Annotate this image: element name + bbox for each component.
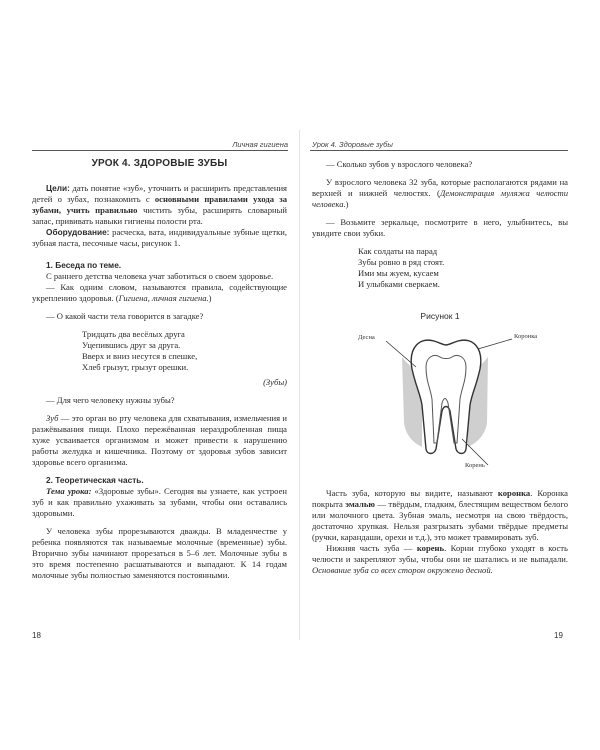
right-body-top <box>312 159 568 290</box>
right-running-head: Урок 4. Здоровые зубы <box>312 140 393 149</box>
goals-paragraph <box>32 183 287 227</box>
adult-text: У взрослого человека 32 зуба, которые располагаются рядами на верхней и нижней челюстях. ( <box>312 177 568 198</box>
goals-text-1: дать понятие «зуб», уточнить и расширить представления детей о зубах, познакомить с <box>32 183 287 204</box>
root-bold: корень <box>416 543 445 553</box>
tooth-definition <box>32 413 287 468</box>
tooth-illustration <box>340 327 560 477</box>
hygiene-text: — Как одним словом, называются правила, содействующие укреплению здоровья. ( <box>32 282 287 303</box>
mirror-paragraph: — Возьмите зеркальце, посмотрите в него, улыбнитесь, вы увидите свои зубки. <box>312 217 568 238</box>
paragraph-early-childhood: С раннего детства человека учат заботиться о своем здоровье. <box>46 271 274 281</box>
root-text-b: . Корни глубоко уходят в кость челюсти и закрепляют зубы, чтобы они не шатались и не выпадали. <box>312 543 568 564</box>
poem-line: Как солдаты на парад <box>358 246 438 256</box>
question-count: — Сколько зубов у взрослого человека? <box>326 159 473 169</box>
right-body-bottom <box>312 488 568 576</box>
paragraph-teeth-twice: У человека зубы прорезываются дважды. В младенчестве у ребенка появляются так называемые молочные (временные) зубы. Вторично зубы начинают прорезаться в 5–6 лет. Молочные зубы в это время постепенно расшатываются и выпадают. К 14 годам молочные зубы полностью заменяются постоянными. <box>32 526 287 580</box>
root-paragraph <box>312 543 568 576</box>
poem-line: Ими мы жуем, кусаем <box>358 268 439 278</box>
section1-heading-text: 1. Беседа по теме. <box>46 260 122 270</box>
right-header-rule <box>310 150 568 151</box>
crown-text-c: — твёрдым, гладким, блестящим веществом белого или молочного цвета. Зубная эмаль, несмотря на свою твёрдость, достаточно хрупкая. Нельзя разгрызать зубами твёрдые предметы (ручки, карандаши, орехи и т.д.), это может травмировать зуб. <box>312 499 568 542</box>
label-crown: Коронка <box>514 333 538 340</box>
left-body <box>32 158 287 581</box>
tooth-definition-text: — это орган во рту человека для схватывания, измельчения и разжёвывания пищи. Плохо пережёванная нераздробленная пища хуже усваивается организмом и может привести к нарушению работы желудка и кишечника. Поэтому от здоровья зубов зависит здоровье всего организма. <box>32 413 287 467</box>
goals-text-2: чистить зубы, расширять словарный запас, прививать навыки гигиены полости рта. <box>32 205 287 226</box>
parade-poem <box>358 246 568 290</box>
riddle-line: Вверх и вниз несутся в спешке, <box>82 351 198 361</box>
equipment-paragraph <box>32 227 287 249</box>
equipment-text: расческа, вата, индивидуальные зубные щетки, зубная паста, песочные часы, рисунок 1. <box>32 227 287 248</box>
riddle-line: Уцепившись друг за друга. <box>82 340 181 350</box>
adult-italic: Демонстрация муляжа челюсти человека. <box>312 188 568 209</box>
poem-line: И улыбками сверкаем. <box>358 279 440 289</box>
equipment-label: Оборудование: <box>46 227 110 237</box>
section2-heading <box>32 475 287 486</box>
topic-text: «Здоровые зубы». Сегодня вы узнаете, как устроен зуб и как правильно ухаживать за зубами, чтобы они оставались здоровыми. <box>32 486 287 518</box>
section2-heading-text: 2. Теоретическая часть. <box>46 475 144 485</box>
lesson-title: УРОК 4. ЗДОРОВЫЕ ЗУБЫ <box>91 158 228 169</box>
riddle-poem <box>82 329 287 373</box>
figure-title: Рисунок 1 <box>420 311 460 321</box>
crown-paragraph <box>312 488 568 543</box>
crown-bold: коронка <box>497 488 531 498</box>
hygiene-italic: Гигиена, личная гигиена. <box>118 293 209 303</box>
label-gum: Десна <box>358 334 375 341</box>
left-running-head: Личная гигиена <box>232 140 288 149</box>
adult-teeth-paragraph <box>312 177 568 210</box>
riddle-line: Хлеб грызут, грызут орешки. <box>82 362 189 372</box>
left-page-number: 18 <box>32 631 41 640</box>
riddle-line: Тридцать два весёлых друга <box>82 329 185 339</box>
crown-leader <box>478 339 512 349</box>
left-header-rule <box>32 150 288 151</box>
crown-text-b: . Коронка покрыта <box>312 488 568 509</box>
goals-label: Цели: <box>46 183 70 193</box>
label-root: Корень <box>465 462 485 469</box>
enamel-bold: эмалью <box>345 499 375 509</box>
root-italic: Основание зуба со всех сторон окружено десной. <box>312 565 493 575</box>
right-page-number: 19 <box>554 631 563 640</box>
goals-bold: основными правилами ухода за зубами, учить правильно <box>32 194 288 215</box>
right-page <box>300 0 600 750</box>
question-why-teeth: — Для чего человеку нужны зубы? <box>46 395 175 405</box>
section1-heading <box>32 260 287 271</box>
poem-line: Зубы ровно в ряд стоят. <box>358 257 445 267</box>
topic-paragraph <box>32 486 287 519</box>
question-riddle: — О какой части тела говорится в загадке? <box>46 311 204 321</box>
crown-text-a: Часть зуба, которую вы видите, называют <box>326 488 498 498</box>
topic-label: Тема урока: <box>46 486 92 496</box>
hygiene-close: ) <box>208 293 212 303</box>
tooth-figure <box>340 327 560 477</box>
adult-close: ) <box>345 199 349 209</box>
root-text-a: Нижняя часть зуба — <box>326 543 417 553</box>
riddle-answer: (Зубы) <box>263 377 287 387</box>
tooth-word: Зуб <box>46 413 59 423</box>
paragraph-hygiene <box>32 282 287 304</box>
